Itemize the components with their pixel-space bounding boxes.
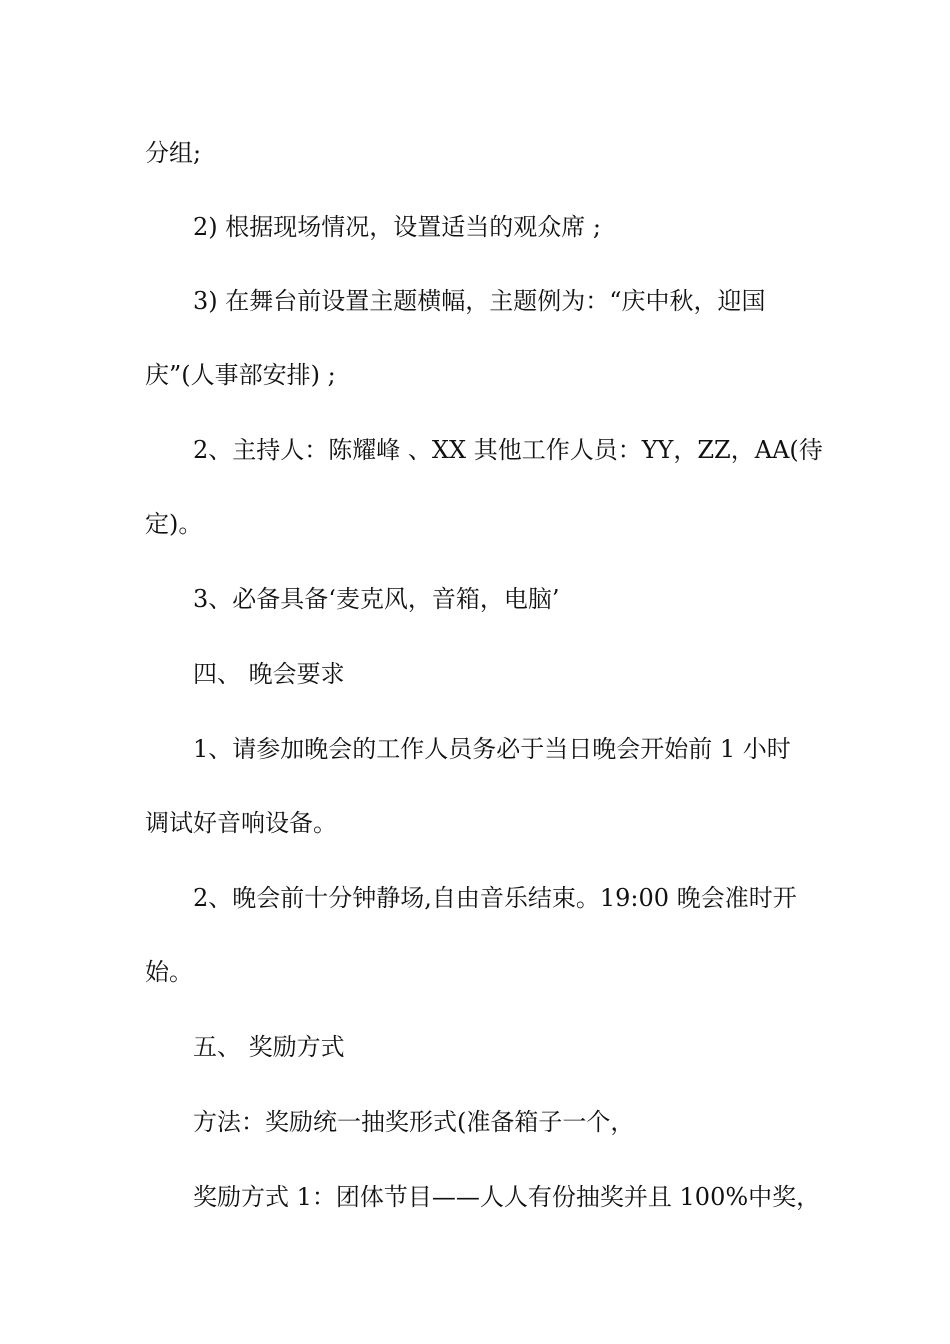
text-line: 定)。 [145, 510, 203, 538]
text-line: 始。 [145, 958, 193, 986]
text-line: 1、请参加晚会的工作人员务必于当日晚会开始前 1 小时 [193, 735, 791, 763]
text-line: 方法：奖励统一抽奖形式(准备箱子一个， [193, 1108, 635, 1136]
text-line: 2) 根据现场情况，设置适当的观众席 ; [193, 213, 601, 241]
text-line: 奖励方式 1：团体节目——人人有份抽奖并且 100%中奖， [193, 1183, 821, 1211]
text-line: 2、晚会前十分钟静场,自由音乐结束。19:00 晚会准时开 [193, 884, 797, 912]
text-line: 分组; [145, 139, 202, 167]
text-line: 3) 在舞台前设置主题横幅，主题例为：“庆中秋，迎国 [193, 287, 766, 315]
text-line: 2、主持人：陈耀峰 、XX 其他工作人员：YY，ZZ，AA(待 [193, 436, 823, 464]
section-heading: 五、 奖励方式 [193, 1033, 345, 1061]
text-line: 调试好音响设备。 [145, 809, 337, 837]
section-heading: 四、 晚会要求 [193, 660, 345, 688]
text-line: 庆”(人事部安排) ; [145, 361, 336, 389]
text-line: 3、必备具备‘麦克风，音箱，电脑’ [193, 585, 560, 613]
